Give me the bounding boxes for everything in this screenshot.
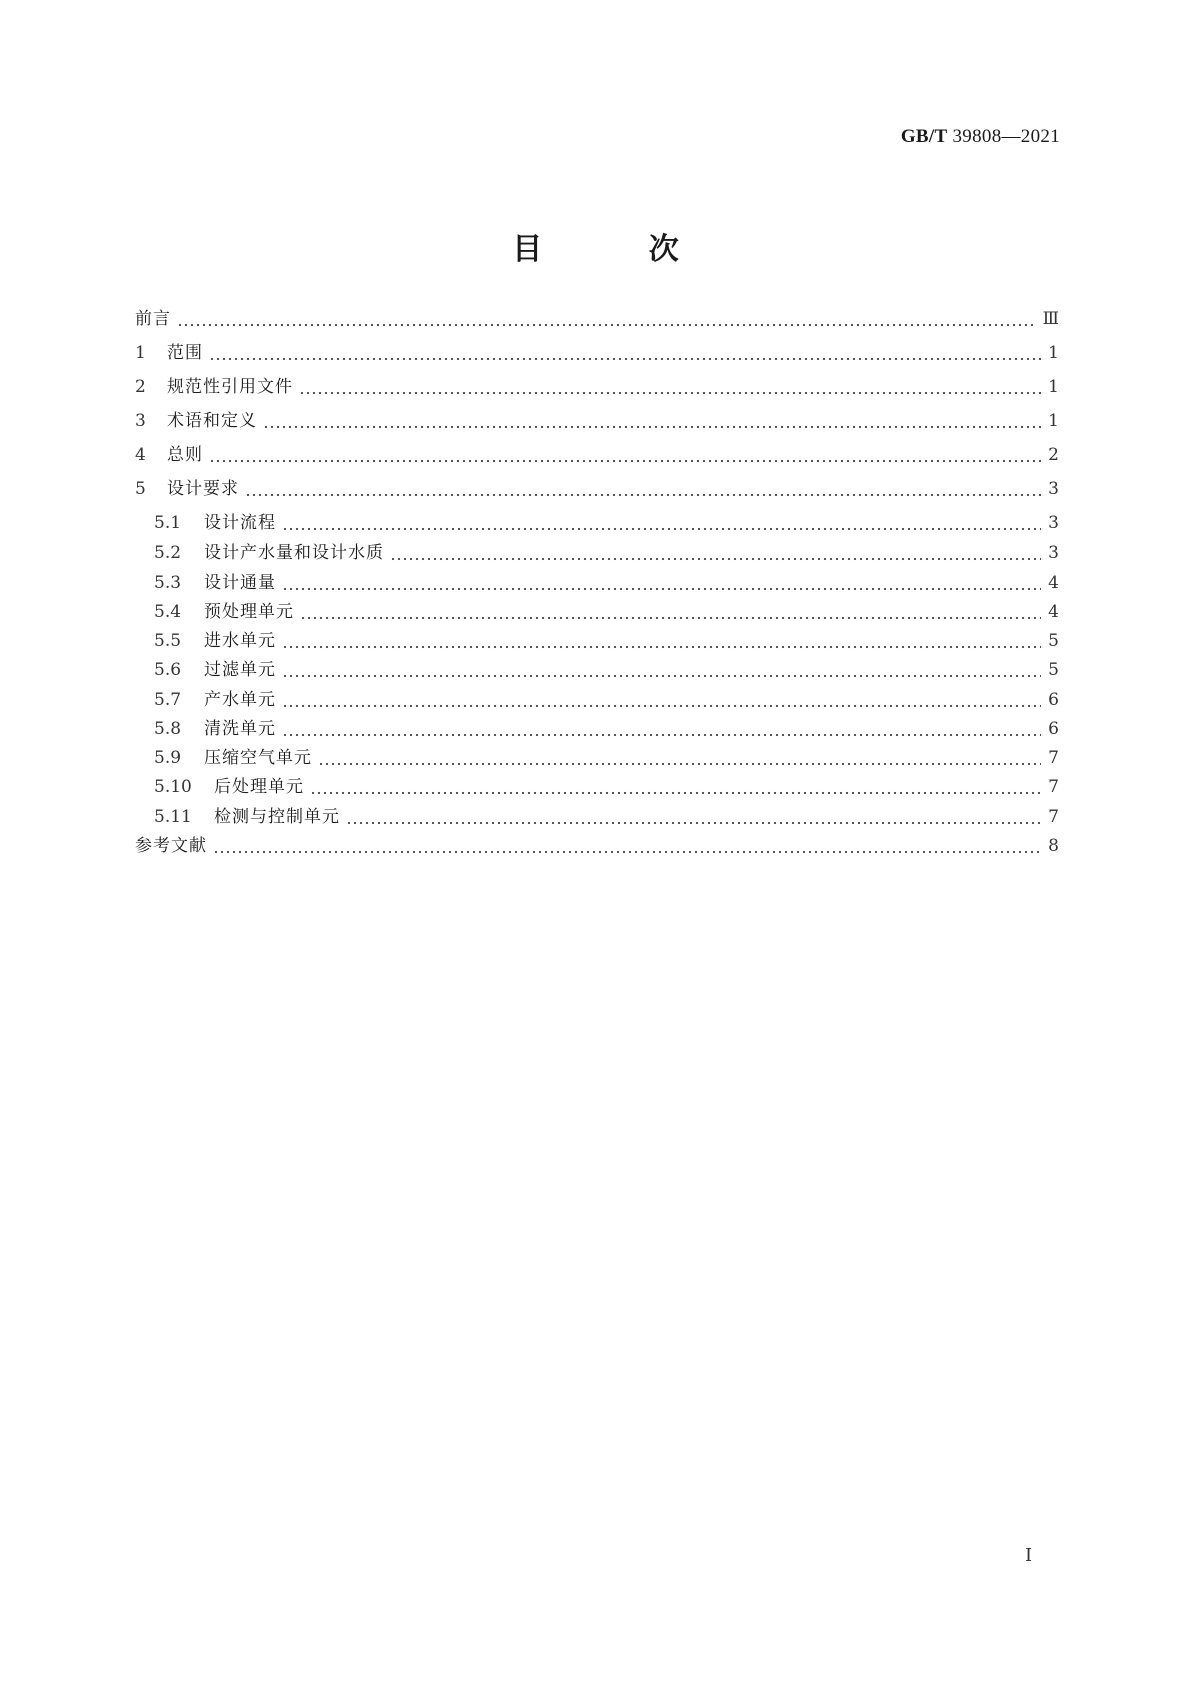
toc-entry-1[interactable] (135, 338, 1059, 364)
toc-entry-page: 4 (1048, 602, 1059, 622)
toc-entry-title: 进水单元 (204, 631, 276, 651)
page-title: 目 次 (512, 232, 727, 267)
standard-code (901, 126, 1060, 148)
standard-number: 39808—2021 (952, 126, 1060, 147)
toc-entry-number: 5.10 (154, 777, 192, 797)
toc-entry-number: 5.11 (154, 807, 192, 827)
toc-entry-5-9[interactable] (154, 743, 1059, 769)
toc-entry-title: 规范性引用文件 (167, 377, 293, 397)
toc-entry-number: 5.4 (154, 602, 182, 622)
toc-entry-number: 5.3 (154, 573, 182, 593)
toc-leader-dots (346, 806, 1041, 828)
toc-entry-foreword[interactable] (135, 304, 1059, 330)
toc-leader-dots (282, 718, 1041, 740)
toc-entry-5-1[interactable] (154, 508, 1059, 534)
toc-entry-page: 1 (1048, 411, 1059, 431)
toc-entry-title: 范围 (167, 343, 203, 363)
toc-entry-number: 5.8 (154, 719, 182, 739)
toc-leader-dots (209, 444, 1041, 466)
toc-leader-dots (390, 542, 1041, 564)
toc-entry-page: 7 (1048, 748, 1059, 768)
toc-entry-page: 7 (1048, 807, 1059, 827)
toc-entry-number: 5.1 (154, 513, 182, 533)
standard-prefix: GB/T (900, 126, 948, 147)
toc-leader-dots (282, 512, 1041, 534)
toc-entry-page: 8 (1048, 836, 1059, 856)
toc-leader-dots (209, 342, 1041, 364)
toc-entry-5-7[interactable] (154, 685, 1059, 711)
toc-entry-number: 5.7 (154, 690, 182, 710)
toc-entry-number: 3 (135, 411, 146, 431)
toc-entry-page: 4 (1048, 573, 1059, 593)
toc-entry-5-3[interactable] (154, 568, 1059, 594)
toc-entry-title: 检测与控制单元 (214, 807, 340, 827)
toc-entry-title: 压缩空气单元 (204, 748, 312, 768)
toc-entry-title: 设计流程 (204, 513, 276, 533)
toc-entry-number: 1 (135, 343, 146, 363)
toc-entry-title: 设计要求 (167, 479, 239, 499)
toc-entry-title: 后处理单元 (214, 777, 304, 797)
toc-entry-title: 过滤单元 (204, 660, 276, 680)
toc-entry-title: 参考文献 (135, 836, 207, 856)
toc-entry-title: 总则 (167, 445, 203, 465)
toc-entry-5-8[interactable] (154, 714, 1059, 740)
toc-entry-title: 预处理单元 (204, 602, 294, 622)
toc-entry-5-2[interactable] (154, 538, 1059, 564)
toc-leader-dots (177, 308, 1037, 330)
toc-leader-dots (299, 376, 1041, 398)
toc-entry-page: 3 (1048, 543, 1059, 563)
toc-leader-dots (318, 747, 1041, 769)
page-number: Ⅰ (1025, 1545, 1033, 1566)
toc-entry-title: 术语和定义 (167, 411, 257, 431)
toc-entry-number: 5.5 (154, 631, 182, 651)
toc-entry-page: 5 (1048, 660, 1059, 680)
toc-entry-title: 产水单元 (204, 690, 276, 710)
toc-entry-page: 1 (1048, 377, 1059, 397)
toc-entry-5-5[interactable] (154, 626, 1059, 652)
toc-entry-page: 3 (1048, 479, 1059, 499)
toc-leader-dots (282, 572, 1041, 594)
toc-leader-dots (282, 630, 1041, 652)
toc-entry-page: 1 (1048, 343, 1059, 363)
toc-entry-number: 4 (135, 445, 146, 465)
toc-entry-5-6[interactable] (154, 655, 1059, 681)
toc-leader-dots (282, 659, 1041, 681)
toc-entry-page: 5 (1048, 631, 1059, 651)
toc-entry-number: 5.9 (154, 748, 182, 768)
toc-entry-title: 前言 (135, 309, 171, 329)
toc-leader-dots (310, 776, 1041, 798)
toc-entry-title: 设计产水量和设计水质 (204, 543, 384, 563)
toc-entry-page: 6 (1048, 719, 1059, 739)
toc-entry-3[interactable] (135, 406, 1059, 432)
toc-entry-5-4[interactable] (154, 597, 1059, 623)
toc-leader-dots (213, 835, 1041, 857)
toc-entry-2[interactable] (135, 372, 1059, 398)
toc-leader-dots (263, 410, 1041, 432)
toc-leader-dots (282, 689, 1041, 711)
toc-leader-dots (245, 478, 1041, 500)
toc-entry-title: 清洗单元 (204, 719, 276, 739)
toc-entry-references[interactable] (135, 831, 1059, 857)
toc-leader-dots (300, 601, 1041, 623)
toc-entry-number: 5 (135, 479, 146, 499)
toc-entry-5[interactable] (135, 474, 1059, 500)
toc-entry-page: Ⅲ (1042, 309, 1059, 329)
toc-entry-number: 5.2 (154, 543, 182, 563)
toc-entry-page: 2 (1048, 445, 1059, 465)
toc-entry-title: 设计通量 (204, 573, 276, 593)
toc-entry-5-11[interactable] (154, 802, 1059, 828)
toc-entry-4[interactable] (135, 440, 1059, 466)
toc-entry-number: 5.6 (154, 660, 182, 680)
toc-entry-page: 6 (1048, 690, 1059, 710)
toc-entry-page: 3 (1048, 513, 1059, 533)
toc-entry-5-10[interactable] (154, 772, 1059, 798)
toc-entry-page: 7 (1048, 777, 1059, 797)
toc-entry-number: 2 (135, 377, 146, 397)
